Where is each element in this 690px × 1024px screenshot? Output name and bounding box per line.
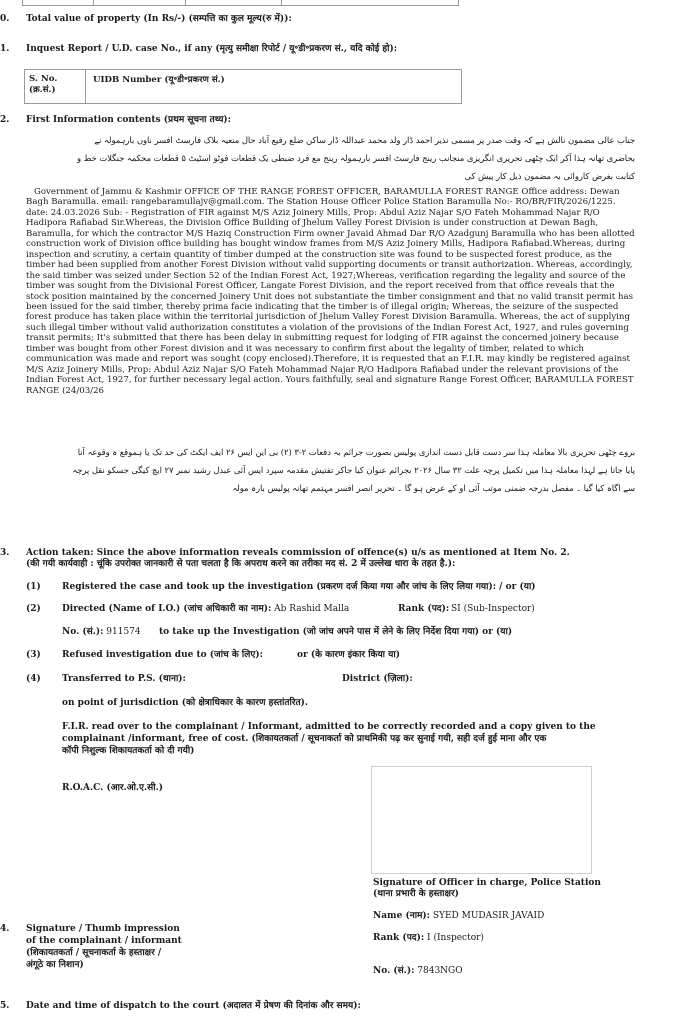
sub-item-number: (3): [26, 650, 41, 660]
sub-item-number: (4): [26, 674, 41, 684]
sub-item-number: (1): [26, 582, 41, 592]
dispatch-court-label: Date and time of dispatch to the court (अदालत में प्रेषण की दिनांक और समय):: [26, 1001, 361, 1011]
roac-label: R.O.A.C. (आर.ओ.ए.सी.): [62, 783, 163, 793]
item-number: 2.: [0, 115, 10, 125]
io-number-row: [62, 626, 141, 638]
transferred-ps-label: Transferred to P.S. (थाना):: [62, 674, 186, 684]
urdu-closing-line: پایا جاتا ہے لہذا معاملہ ہذا میں تکمیل پرچہ علت ۳۲ سال ۲۰۲۶ بجرائم عنوان کیا جاکر تفتیش مقدمہ سپرد ایس آئی عبدل رشید نمبر ۲۷ ایچ کیگی جسکو نقل پرچہ: [72, 465, 635, 475]
directed-io-label: Directed (Name of I.O.) (जांच अधिकारी का नाम):: [62, 604, 272, 614]
fir-read-line: complainant /informant, free of cost. (शिकायतकर्ता / सूचनाकर्ता को प्राथमिकी पढ़ कर सुनाई गयी, सही दर्ज हुई माना और एक: [62, 734, 547, 744]
directed-io-row: [62, 603, 349, 615]
urdu-intro-line: بحاضری تھانہ ہذا آکر ایک چٹھی تحریری انگریزی منجانب رینج فارسٹ افسر بارہمولہ رینج مع فرد ضبطی یک قطعات فوٹو اسٹیٹ ۵ قطعات محکمہ جنگلات خط و: [76, 153, 635, 163]
top-table-stub: [281, 0, 282, 6]
officer-name-row: [373, 910, 544, 922]
io-name: Ab Rashid Malla: [274, 604, 350, 614]
item-number: 4.: [0, 924, 10, 934]
item-number: 1.: [0, 44, 10, 54]
top-table-edge: [22, 5, 458, 6]
io-number-value: 911574: [106, 627, 141, 637]
complainant-signature-line: (शिकायतकर्ता / सूचनाकर्ता के हस्ताक्षर /: [26, 948, 162, 958]
officer-number-row: [373, 965, 463, 977]
officer-rank-label: Rank (पद):: [373, 933, 425, 943]
fir-body-paragraph: Government of Jammu & Kashmir OFFICE OF THE RANGE FOREST OFFICER, BARAMULLA FOREST RANGE Office address: Dewan Bagh Baramulla. email: rangebaramullajv@gmail.com. The Station House Officer Police Station Baramulla No:- RO/BR/FIR/2026/1225. date: 24.03.2026 Sub: - Registration of FIR against M/S Aziz Joinery Mills, Prop: Abdul Aziz Najar S/O Fateh Mohammad Najar R/O Hadipora Rafiabad Sir.Whereas, the Division Office Building of Jhelum Valley Forest Division is under construction at Dewan Bagh, Baramulla, for which the contractor M/S Haziq Construction Firm owner Javaid Ahmad Dar R/O Azadgunj Baramulla who has been allotted construction work of Division office building has bought window frames from M/S Aziz Joinery Mills, Hadipora Rafiabad.Whereas, during inspection and scrutiny, a certain quantity of timber dumped at the construction site was found to be suspected forest produce, as the timber had been supplied from another Forest Division without valid supporting documents or transit authorization. Whereas, accordingly, the said timber was seized under Section 52 of the Indian Forest Act, 1927;Whereas, verification regarding the legality and source of the timber was sought from the Divisional Forest Officer, Langate Forest Division, and the report received from that office reveals that the stock position maintained by the concerned Joinery Unit does not substantiate the timber consignment and that no valid transit permit has been issued for the said timber, thereby prima facie indicating that the timber is of illegal origin; Whereas, the seizure of the suspected forest produce has taken place within the territorial jurisdiction of Jhelum Valley Forest Division Baramulla. Whereas, the act of supplying such illegal timber without valid authorization constitutes a violation of the provisions of the Indian Forest Act, 1927, and rules governing transit permits; It's submitted that there has been delay in submitting request for lodging of FIR against the concerned joinery because timber was bought from other Forest division and it was necessary to confirm first about the legality of timber, related to which communication was made and report was sought (copy enclosed).Therefore, it is requested that an F.I.R. may kindly be registered against M/S Aziz Joinery Mills, Prop: Abdul Aziz Najar S/O Fateh Mohammad Najar R/O Hadipora Rafiabad under the relevant provisions of the Indian Forest Act, 1927, for further necessary legal action. Yours faithfully, seal and signature Range Forest Officer, BARAMULLA FOREST RANGE (24/03/26: [26, 187, 635, 396]
property-value-label: Total value of property (In Rs/-) (सम्पत्ति का कुल मूल्य(रु में)):: [26, 14, 292, 24]
action-taken-label: Action taken: Since the above information reveals commission of offence(s) u/s as mentioned at Item No. 2.: [26, 548, 570, 558]
take-up-investigation-text: to take up the Investigation (जो जांच अपने पास में लेने के लिए निर्देश दिया गया) or (या): [159, 627, 513, 637]
fir-read-line: F.I.R. read over to the complainant / Informant, admitted to be correctly recorded and a copy given to the: [62, 722, 596, 732]
district-label: District (ज़िला):: [342, 674, 413, 684]
sub-item-number: (2): [26, 604, 41, 614]
officer-signature-box: [371, 766, 592, 874]
table-header-uidb: UIDB Number (यू॰डी॰प्रकरण सं.): [93, 75, 225, 85]
refused-investigation-label: Refused investigation due to (जांच के लिए):: [62, 650, 263, 660]
inquest-report-label: Inquest Report / U.D. case No., if any (मृत्यु समीक्षा रिपोर्ट / यू॰डी॰प्रकरण सं., यदि कोई हो):: [26, 44, 398, 54]
complainant-signature-line: of the complainant / informant: [26, 936, 182, 946]
officer-name-value: SYED MUDASIR JAVAID: [432, 911, 545, 921]
complainant-signature-line: अंगूठे का निशान): [26, 960, 84, 970]
sno-line: (क्र.सं.): [29, 85, 56, 95]
registered-case-text: Registered the case and took up the investigation (प्रकरण दर्ज किया गया और जांच के लिए लिया गया): / or (या): [62, 582, 536, 592]
first-information-label: First Information contents (प्रथम सूचना तथ्य):: [26, 115, 232, 125]
top-table-stub: [458, 0, 459, 6]
officer-rank-value: I (Inspector): [427, 933, 484, 943]
io-rank-label: Rank (पद):: [398, 604, 450, 614]
io-rank-value: SI (Sub-Inspector): [451, 604, 535, 614]
table-header-sno: [29, 74, 57, 96]
officer-signature-hindi: (थाना प्रभारी के हस्ताक्षर): [373, 889, 459, 899]
fir-read-line: कॉपी निशुल्क शिकायतकर्ता को दी गयी): [62, 746, 195, 756]
urdu-closing-line: سے اگاہ کیا گیا ۔ مفصل بدرجہ ضمنی موتب آئی او کے عرض ہو گا ۔ تحریر انصر افسر مہتمم تھانہ پولیس بارہ مولہ: [232, 483, 635, 493]
officer-number-label: No. (सं.):: [373, 966, 415, 976]
complainant-signature-line: Signature / Thumb impression: [26, 924, 180, 934]
officer-name-label: Name (नाम):: [373, 911, 430, 921]
io-number-label: No. (सं.):: [62, 627, 104, 637]
item-number: 0.: [0, 14, 10, 24]
officer-rank-row: [373, 932, 484, 944]
item-number: 5.: [0, 1001, 10, 1011]
jurisdiction-text: on point of jurisdiction (को क्षेत्राधिकार के कारण हस्तांतरित).: [62, 698, 309, 708]
top-table-stub: [185, 0, 186, 6]
top-table-stub: [22, 0, 23, 6]
officer-signature-label: Signature of Officer in charge, Police Station: [373, 878, 601, 888]
refused-or-text: or (के कारण इंकार किया या): [297, 650, 400, 660]
urdu-intro-line: جناب عالی مضمون نالش ہے کہ وقت صدر پر مسمی نذیر احمد ڈار ولد محمد عبداللہ ڈار ساکن ضلع رفیع آباد حال منعیہ بلاک فارسٹ افسر ناوں بارہمولہ نے: [94, 135, 635, 145]
sno-line: S. No.: [29, 74, 58, 84]
top-table-stub: [93, 0, 94, 6]
inquest-table: [24, 69, 462, 104]
action-taken-hindi: (की गयी कार्यवाही : चूंकि उपरोक्त जानकारी से पता चलता है कि अपराध करने का तरीका मद सं. 2 में उल्लेख धारा के तहत है.):: [26, 559, 456, 569]
officer-number-value: 7843NGO: [417, 966, 463, 976]
fir-english-text: [26, 187, 638, 396]
urdu-closing-line: بروے چٹھی تحریری بالا معاملہ ہذا سر دست قابل دست اندازی پولیس بصورت جرائم بہ دفعات ۲-۳ (۲) بی این ایس ۲۶ ایف ایکٹ کی حد تک یا ہموقع ہ وقوعہ آنا: [77, 447, 635, 457]
urdu-intro-line: کتابت بغرض کاروائی بہ مضمون ذیل کار پیش کی: [464, 171, 635, 181]
item-number: 3.: [0, 548, 10, 558]
